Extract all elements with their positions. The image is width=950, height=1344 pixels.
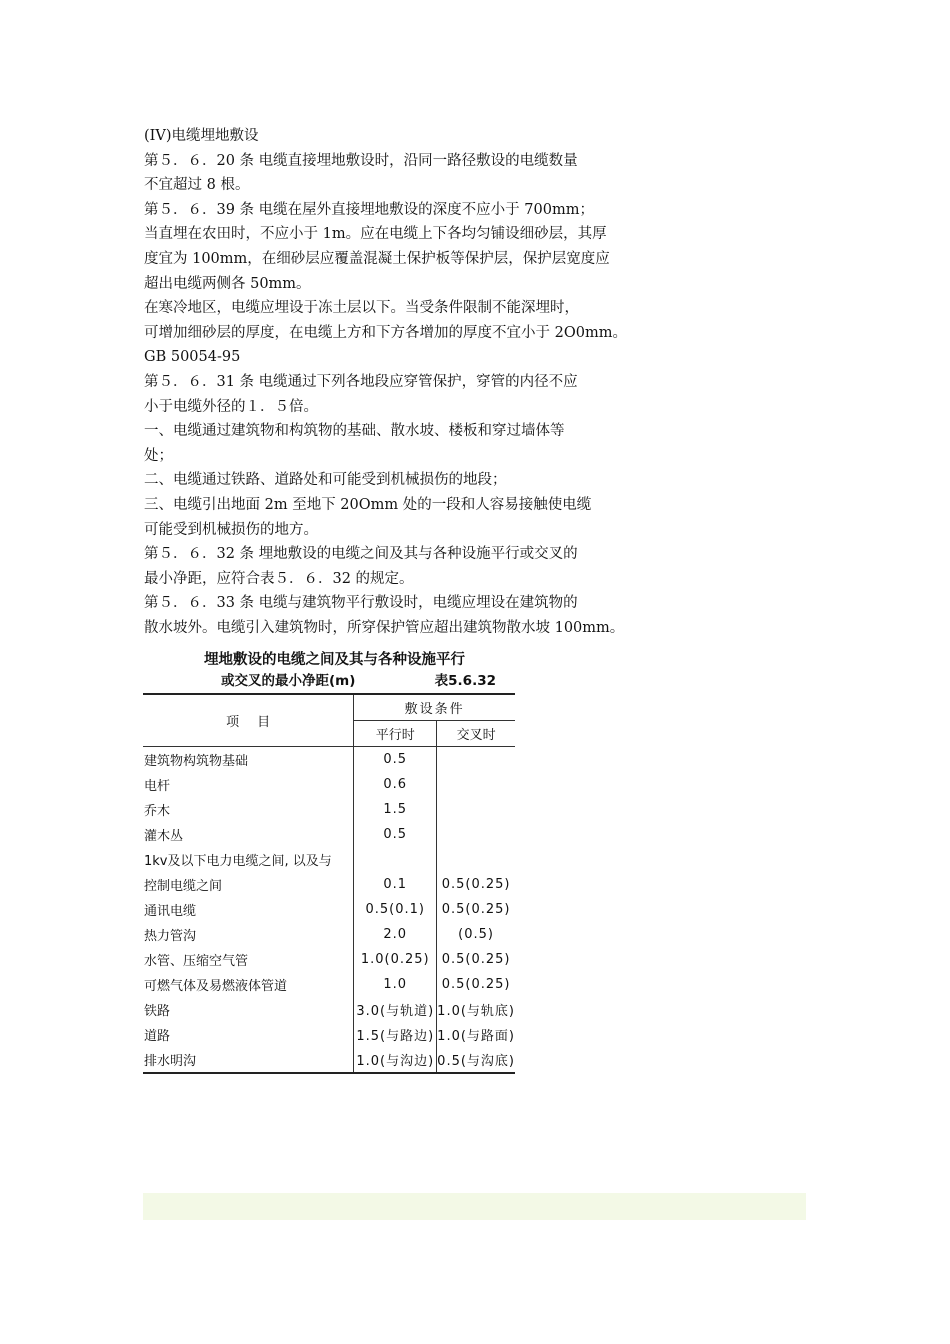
section-heading: (IV)电缆埋地敷设 [144, 128, 259, 144]
row-name: 灌木丛 [143, 822, 354, 847]
text-line: 三、电缆引出地面 2m 至地下 20Omm 处的一段和人容易接触使电缆 [144, 496, 592, 513]
text-line: 在寒冷地区，电缆应埋设于冻土层以下。当受条件限制不能深埋时， [144, 300, 579, 317]
row-name: 乔木 [143, 797, 354, 822]
table-row [143, 947, 515, 972]
row-cross: 0.5(与沟底) [437, 1054, 515, 1069]
row-name: 可燃气体及易燃液体管道 [143, 972, 354, 997]
text-line: 最小净距，应符合表５．６．32 的规定。 [144, 570, 414, 587]
row-cross: 0.5(0.25) [441, 877, 511, 892]
row-cross: 0.5(0.25) [441, 952, 511, 967]
row-cross [437, 797, 515, 822]
table-subtitle-row [143, 671, 518, 691]
row-parallel: 0.6 [354, 772, 437, 797]
text-line: 可能受到机械损伤的地方。 [144, 521, 318, 538]
row-name: 道路 [143, 1022, 354, 1047]
row-parallel: 0.5 [354, 747, 437, 773]
row-name: 电杆 [143, 772, 354, 797]
body-text [144, 124, 724, 640]
table-number: 表5.6.32 [434, 673, 496, 689]
table-row [143, 872, 515, 897]
table-row [143, 747, 515, 773]
row-cross: 1.0(与路面) [437, 1029, 515, 1044]
table-row [143, 972, 515, 997]
row-cross: (0.5) [458, 927, 494, 942]
header-item: 项目 [143, 694, 354, 747]
table-row [143, 1047, 515, 1073]
header-condition: 敷设条件 [354, 694, 515, 721]
text-line: 第５．６．20 条 电缆直接埋地敷设时，沿同一路径敷设的电缆数量 [144, 152, 578, 169]
table-row [143, 772, 515, 797]
standard-code: GB 50054-95 [144, 349, 241, 366]
row-parallel: 1.0(0.25) [354, 947, 437, 972]
row-name: 通讯电缆 [143, 897, 354, 922]
text-line: 当直埋在农田时，不应小于 1m。应在电缆上下各均匀铺设细砂层，其厚 [144, 226, 607, 243]
row-name: 热力管沟 [143, 922, 354, 947]
table-row [143, 922, 515, 947]
text-line: 第５．６．39 条 电缆在屋外直接埋地敷设的深度不应小于 700mm； [144, 201, 594, 218]
text-line: 超出电缆两侧各 50mm。 [144, 275, 311, 292]
row-name: 控制电缆之间 [143, 872, 354, 897]
row-name: 排水明沟 [143, 1047, 354, 1073]
row-cross [437, 822, 515, 847]
row-cross [437, 747, 515, 773]
table-row [143, 847, 515, 872]
table-subtitle: 或交叉的最小净距(m) [221, 673, 356, 689]
row-name: 铁路 [143, 997, 354, 1022]
row-parallel: 3.0(与轨道) [354, 997, 437, 1022]
row-cross [437, 772, 515, 797]
row-cross: 0.5(0.25) [441, 902, 511, 917]
row-parallel: 0.5 [354, 822, 437, 847]
row-parallel: 0.1 [354, 872, 437, 897]
text-line: 度宜为 100mm，在细砂层应覆盖混凝土保护板等保护层，保护层宽度应 [144, 250, 610, 267]
table-row [143, 897, 515, 922]
text-line: 第５．６．32 条 埋地敷设的电缆之间及其与各种设施平行或交叉的 [144, 546, 578, 563]
text-line: 可增加细砂层的厚度，在电缆上方和下方各增加的厚度不宜小于 2O0mm。 [144, 324, 627, 341]
row-cross: 1.0(与轨底) [437, 1004, 515, 1019]
header-cross: 交叉时 [437, 721, 515, 747]
row-cross [437, 847, 515, 872]
row-cross: 0.5(0.25) [441, 977, 511, 992]
row-parallel [354, 847, 437, 872]
table-row [143, 797, 515, 822]
row-name: 建筑物构筑物基础 [143, 747, 354, 773]
clearance-table-figure [143, 650, 518, 1074]
header-parallel: 平行时 [354, 721, 437, 747]
text-line: 第５．６．33 条 电缆与建筑物平行敷设时，电缆应埋设在建筑物的 [144, 595, 578, 612]
text-line: 处； [144, 447, 173, 464]
table-row [143, 822, 515, 847]
footer-bar [143, 1193, 806, 1220]
table-row [143, 997, 515, 1022]
row-parallel: 2.0 [354, 922, 437, 947]
table-title: 埋地敷设的电缆之间及其与各种设施平行 [204, 652, 465, 668]
row-parallel: 1.5(与路边) [354, 1022, 437, 1047]
row-parallel: 0.5(0.1) [354, 897, 437, 922]
row-name: 水管、压缩空气管 [143, 947, 354, 972]
row-parallel: 1.0 [354, 972, 437, 997]
text-line: 小于电缆外径的１．５倍。 [144, 398, 318, 415]
text-line: 二、电缆通过铁路、道路处和可能受到机械损伤的地段； [144, 472, 507, 489]
text-line: 不宜超过 8 根。 [144, 177, 250, 194]
clearance-table [143, 693, 515, 1074]
text-line: 散水坡外。电缆引入建筑物时，所穿保护管应超出建筑物散水坡 100mm。 [144, 619, 625, 636]
row-name: 1kv及以下电力电缆之间, 以及与 [143, 847, 354, 872]
table-row [143, 1022, 515, 1047]
row-parallel: 1.0(与沟边) [354, 1047, 437, 1073]
row-parallel: 1.5 [354, 797, 437, 822]
text-line: 第５．６．31 条 电缆通过下列各地段应穿管保护，穿管的内径不应 [144, 373, 578, 390]
text-line: 一、电缆通过建筑物和构筑物的基础、散水坡、楼板和穿过墙体等 [144, 423, 565, 440]
